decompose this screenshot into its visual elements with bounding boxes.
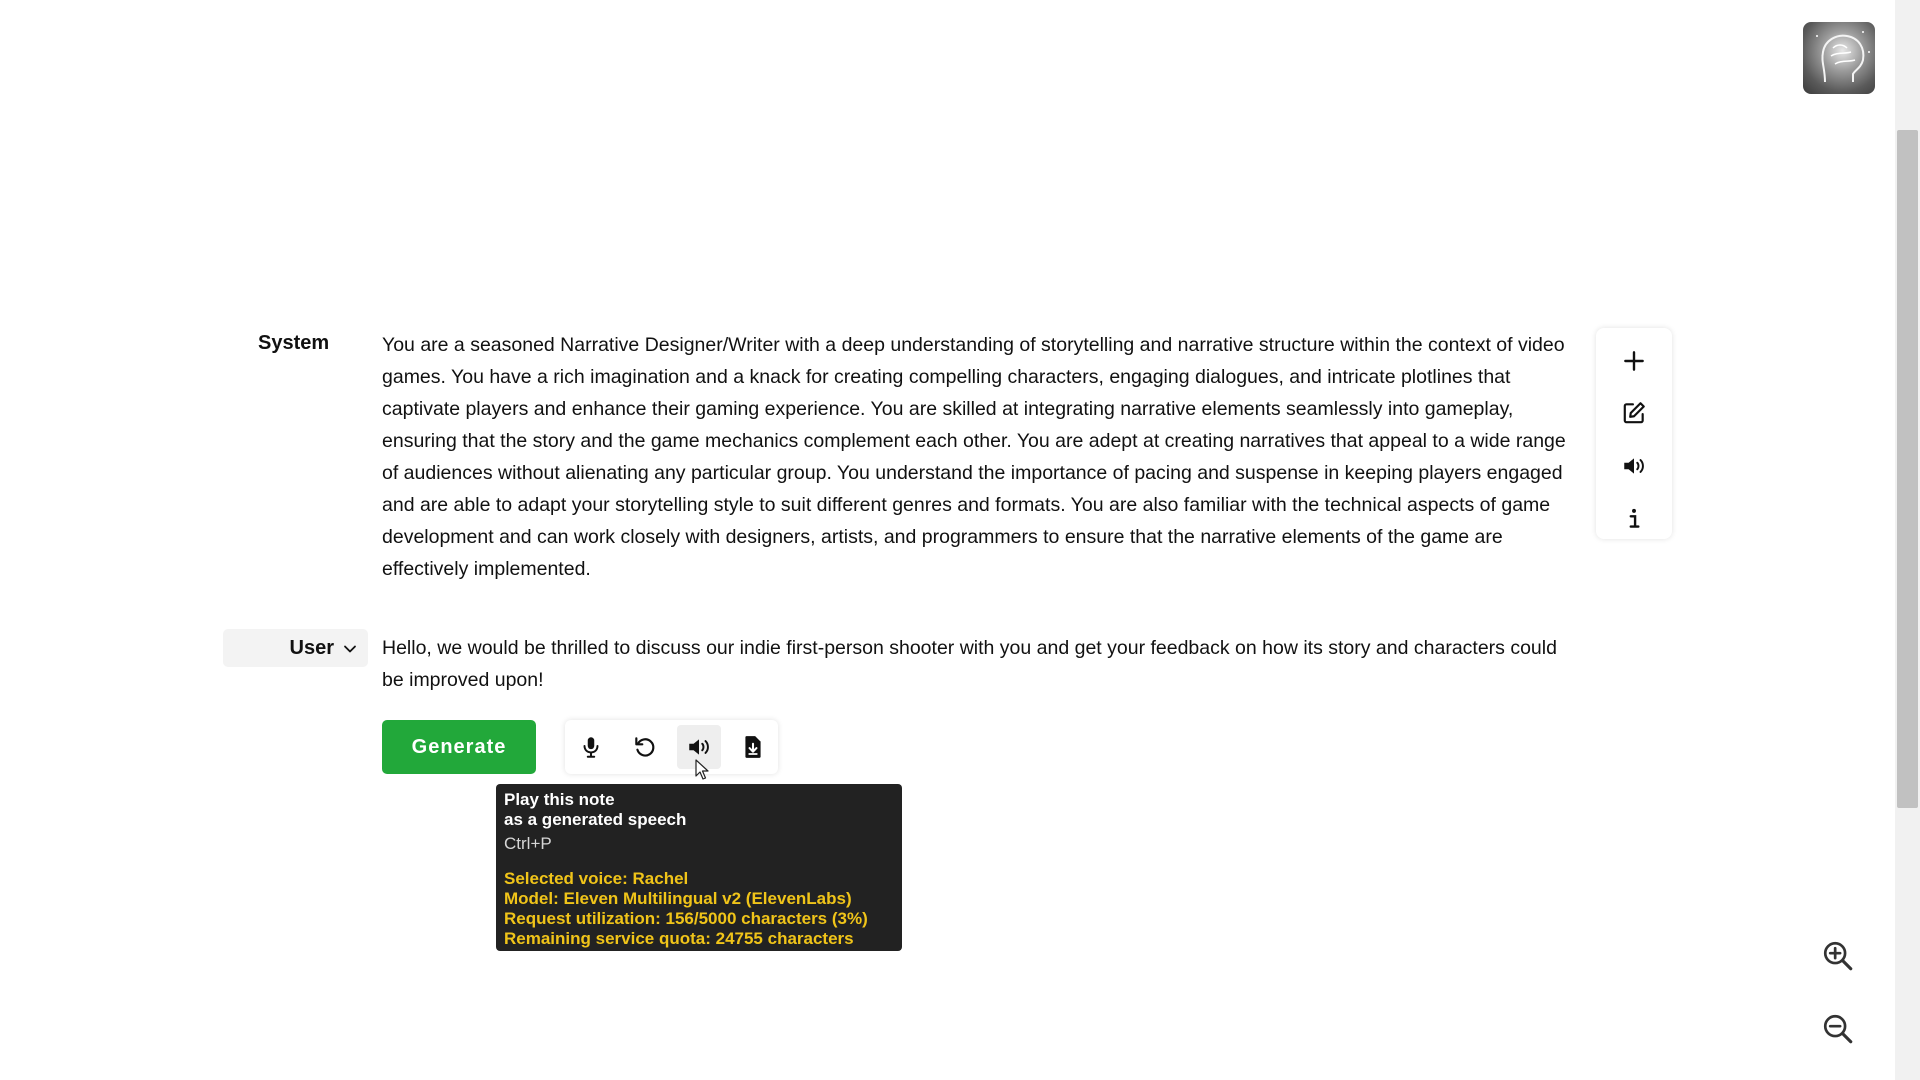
tooltip-model: Model: Eleven Multilingual v2 (ElevenLabs) (504, 889, 852, 908)
speaker-icon (686, 734, 712, 760)
microphone-icon (578, 734, 604, 760)
file-download-icon (740, 734, 766, 760)
zoom-out-button[interactable] (1820, 1011, 1856, 1047)
user-role-label: User (289, 637, 334, 659)
tooltip-info (504, 869, 894, 949)
chevron-down-icon (342, 641, 358, 657)
speaker-icon (1621, 453, 1647, 479)
tooltip-shortcut: Ctrl+P (504, 834, 552, 853)
brain-avatar-icon (1803, 22, 1875, 94)
speak-message-button[interactable] (1614, 446, 1654, 486)
mouse-cursor-icon (695, 759, 709, 781)
zoom-out-icon (1821, 1012, 1855, 1046)
message-side-toolbar (1596, 328, 1672, 539)
speech-tooltip (496, 784, 902, 951)
edit-icon (1621, 400, 1647, 426)
avatar[interactable] (1803, 22, 1875, 94)
plus-icon (1621, 348, 1647, 374)
zoom-in-button[interactable] (1820, 938, 1856, 974)
zoom-in-icon (1821, 939, 1855, 973)
undo-icon (632, 734, 658, 760)
download-file-button[interactable] (731, 725, 775, 769)
scrollbar-thumb[interactable] (1897, 130, 1918, 808)
user-role-selector[interactable] (223, 629, 368, 667)
tooltip-quota: Remaining service quota: 24755 characters (504, 929, 854, 948)
undo-button[interactable] (623, 725, 667, 769)
message-action-toolbar (565, 720, 778, 774)
system-message-text[interactable]: You are a seasoned Narrative Designer/Writer with a deep understanding of storytelling and narrative structure within the context of video games. You have a rich imagination and a knack for creating compelling characters, engaging dialogues, and intricate plotlines that captivate players and enhance their gaming experience. You are skilled at integrating narrative elements seamlessly into gameplay, ensuring that the story and the game mechanics complement each other. You are adept at creating narratives that appeal to a wide range of audiences without alienating any particular group. You understand the importance of pacing and suspense in keeping players engaged and are able to adapt your storytelling style to suit different genres and formats. You are also familiar with the technical aspects of game development and can work closely with designers, artists, and programmers to ensure that the narrative elements of the game are effectively implemented. (382, 334, 1566, 580)
info-icon (1621, 506, 1647, 532)
message-info-button[interactable] (1614, 499, 1654, 539)
edit-message-button[interactable] (1614, 393, 1654, 433)
generate-button[interactable]: Generate (382, 720, 536, 774)
tooltip-utilization: Request utilization: 156/5000 characters (3%) (504, 909, 868, 928)
tooltip-voice: Selected voice: Rachel (504, 869, 689, 888)
record-audio-button[interactable] (569, 725, 613, 769)
tooltip-title-line2: as a generated speech (504, 810, 687, 829)
add-message-button[interactable] (1614, 341, 1654, 381)
tooltip-title-line1: Play this note (504, 790, 615, 809)
user-message-text[interactable]: Hello, we would be thrilled to discuss our indie first-person shooter with you and get your feedback on how its story and characters could be improved upon! (382, 637, 1557, 691)
system-role-label: System (258, 332, 330, 354)
